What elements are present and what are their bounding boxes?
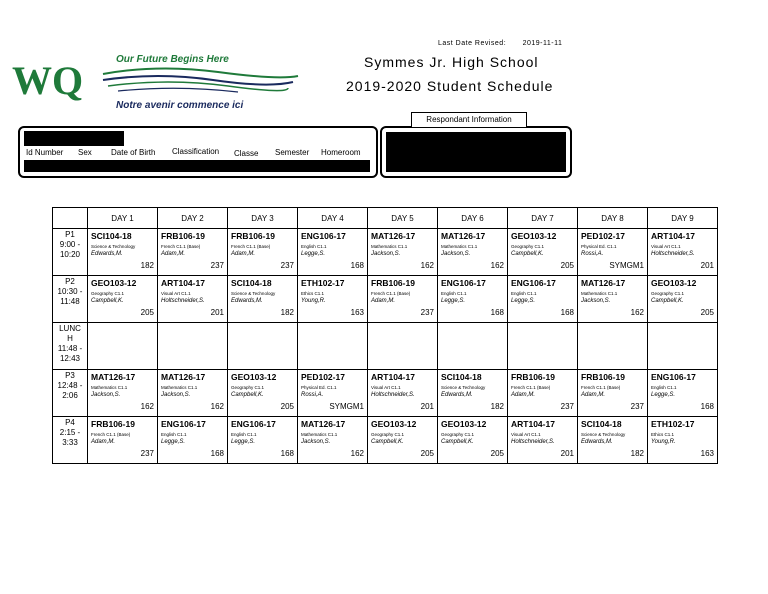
course-code: ART104-17	[371, 372, 415, 382]
day-header: DAY 4	[298, 208, 368, 229]
class-cell-content	[368, 323, 437, 368]
subject-name: French C1.1 (Base)	[511, 385, 551, 390]
period-row	[53, 229, 718, 276]
teacher-name: Legge,S.	[301, 251, 326, 257]
subject-name: Science & Technology	[231, 291, 276, 296]
class-cell-content	[298, 276, 367, 321]
teacher-name: Campbell,K.	[511, 251, 544, 257]
room-number: 168	[350, 261, 364, 270]
room-number: 205	[140, 308, 154, 317]
room-number: 205	[420, 449, 434, 458]
course-code: GEO103-12	[441, 419, 487, 429]
subject-name: Mathematics C1.1	[301, 432, 338, 437]
class-cell	[298, 229, 368, 276]
course-code: ETH102-17	[651, 419, 695, 429]
class-cell	[88, 323, 158, 370]
room-number: 168	[210, 449, 224, 458]
teacher-name: Adam,M.	[511, 392, 536, 398]
revised-date: 2019-11-11	[522, 40, 563, 47]
room-number: 162	[210, 402, 224, 411]
teacher-name: Edwards,M.	[91, 251, 123, 257]
course-code: MAT126-17	[441, 231, 486, 241]
period-line: P4	[65, 418, 75, 427]
period-line: P1	[65, 230, 75, 239]
subject-name: Science & Technology	[91, 244, 136, 249]
subject-name: Geography C1.1	[651, 291, 685, 296]
teacher-name: Jackson,S.	[91, 392, 121, 398]
class-cell-content	[228, 417, 297, 462]
class-cell	[578, 417, 648, 464]
teacher-name: Jackson,S.	[161, 392, 191, 398]
logo-slogan-en: Our Future Begins Here	[116, 54, 229, 65]
course-code: FRB106-19	[231, 231, 275, 241]
period-label	[53, 370, 88, 417]
period-line: P3	[65, 371, 75, 380]
teacher-name: Jackson,S.	[581, 298, 611, 304]
day-header: DAY 3	[228, 208, 298, 229]
room-number: 201	[560, 449, 574, 458]
day-header: DAY 1	[88, 208, 158, 229]
teacher-name: Jackson,S.	[371, 251, 401, 257]
course-code: ENG106-17	[231, 419, 276, 429]
teacher-name: Adam,M.	[161, 251, 186, 257]
class-cell-content	[508, 229, 577, 274]
room-number: 162	[420, 261, 434, 270]
day-header: DAY 5	[368, 208, 438, 229]
class-cell	[298, 276, 368, 323]
class-cell-content	[158, 323, 227, 368]
class-cell-content	[648, 276, 717, 321]
class-cell	[228, 417, 298, 464]
teacher-name: Legge,S.	[441, 298, 466, 304]
class-cell-content	[648, 323, 717, 368]
class-cell-content	[228, 276, 297, 321]
subject-name: French C1.1 (Base)	[91, 432, 131, 437]
class-cell	[298, 323, 368, 370]
room-number: 237	[280, 261, 294, 270]
subject-name: Geography C1.1	[441, 432, 475, 437]
label-homeroom: Homeroom	[321, 148, 361, 157]
room-number: 182	[630, 449, 644, 458]
teacher-name: Adam,M.	[581, 392, 606, 398]
subject-name: French C1.1 (Base)	[231, 244, 271, 249]
teacher-name: Campbell,K.	[371, 439, 404, 445]
room-number: 205	[700, 308, 714, 317]
period-row	[53, 276, 718, 323]
course-code: ENG106-17	[511, 278, 556, 288]
class-cell-content	[438, 229, 507, 274]
course-code: FRB106-19	[161, 231, 205, 241]
period-line: 2:15 -	[59, 428, 81, 437]
class-cell-content	[438, 323, 507, 368]
class-cell-content	[508, 417, 577, 462]
course-code: MAT126-17	[91, 372, 136, 382]
course-code: MAT126-17	[581, 278, 626, 288]
teacher-name: Legge,S.	[511, 298, 536, 304]
course-code: SCI104-18	[91, 231, 132, 241]
subject-name: English C1.1	[231, 432, 257, 437]
course-code: FRB106-19	[511, 372, 555, 382]
class-cell-content	[578, 229, 647, 274]
subject-name: Mathematics C1.1	[441, 244, 478, 249]
label-classe: Classe	[234, 149, 259, 158]
room-number: SYMGM1	[609, 261, 644, 270]
subject-name: Geography C1.1	[371, 432, 405, 437]
room-number: 237	[420, 308, 434, 317]
subject-name: French C1.1 (Base)	[371, 291, 411, 296]
class-cell-content	[228, 229, 297, 274]
teacher-name: Campbell,K.	[441, 439, 474, 445]
period-line: 9:00 -	[59, 240, 81, 249]
room-number: 205	[490, 449, 504, 458]
subject-name: Science & Technology	[581, 432, 626, 437]
class-cell	[578, 276, 648, 323]
class-cell	[508, 417, 578, 464]
label-sex: Sex	[78, 148, 92, 157]
course-code: SCI104-18	[581, 419, 622, 429]
class-cell	[508, 229, 578, 276]
subject-name: Science & Technology	[441, 385, 486, 390]
room-number: 201	[700, 261, 714, 270]
subject-name: French C1.1 (Base)	[581, 385, 621, 390]
course-code: FRB106-19	[581, 372, 625, 382]
room-number: 201	[210, 308, 224, 317]
class-cell	[88, 417, 158, 464]
teacher-name: Holtschneider,S.	[511, 439, 555, 445]
logo-slogan-fr: Notre avenir commence ici	[116, 100, 244, 111]
class-cell	[578, 323, 648, 370]
subject-name: Geography C1.1	[91, 291, 125, 296]
class-cell-content	[88, 370, 157, 415]
subject-name: Mathematics C1.1	[371, 244, 408, 249]
class-cell	[438, 276, 508, 323]
class-cell	[228, 323, 298, 370]
revised-label: Last Date Revised:	[438, 40, 507, 47]
redacted-values	[24, 160, 370, 172]
respondant-info-label: Respondant Information	[411, 112, 527, 128]
teacher-name: Legge,S.	[161, 439, 186, 445]
room-number: 162	[630, 308, 644, 317]
class-cell	[88, 370, 158, 417]
period-line: 12:43	[59, 354, 81, 363]
room-number: 162	[490, 261, 504, 270]
teacher-name: Edwards,M.	[581, 439, 613, 445]
class-cell-content	[228, 323, 297, 368]
class-cell-content	[508, 370, 577, 415]
day-header-row	[53, 208, 718, 229]
subject-name: English C1.1	[511, 291, 537, 296]
class-cell	[158, 276, 228, 323]
class-cell-content	[438, 417, 507, 462]
class-cell	[228, 370, 298, 417]
class-cell	[438, 370, 508, 417]
class-cell	[158, 229, 228, 276]
subject-name: French C1.1 (Base)	[161, 244, 201, 249]
course-code: GEO103-12	[371, 419, 417, 429]
period-row	[53, 417, 718, 464]
teacher-name: Legge,S.	[231, 439, 256, 445]
class-cell	[438, 417, 508, 464]
room-number: 237	[210, 261, 224, 270]
class-cell-content	[88, 229, 157, 274]
class-cell	[648, 370, 718, 417]
period-row	[53, 370, 718, 417]
course-code: FRB106-19	[91, 419, 135, 429]
subject-name: English C1.1	[301, 244, 327, 249]
class-cell-content	[158, 229, 227, 274]
room-number: 182	[490, 402, 504, 411]
room-number: 205	[560, 261, 574, 270]
label-classification: Classification	[172, 147, 220, 156]
course-code: MAT126-17	[301, 419, 346, 429]
class-cell	[438, 229, 508, 276]
period-label	[53, 417, 88, 464]
class-cell-content	[88, 323, 157, 368]
class-cell-content	[508, 323, 577, 368]
teacher-name: Adam,M.	[91, 439, 116, 445]
subject-name: Ethics C1.1	[301, 291, 325, 296]
room-number: 163	[700, 449, 714, 458]
class-cell	[508, 370, 578, 417]
class-cell	[298, 417, 368, 464]
subject-name: Visual Art C1.1	[651, 244, 681, 249]
room-number: 168	[700, 402, 714, 411]
teacher-name: Adam,M.	[231, 251, 256, 257]
class-cell	[228, 276, 298, 323]
school-board-logo	[8, 50, 308, 112]
last-revised	[438, 40, 562, 47]
course-code: ENG106-17	[651, 372, 696, 382]
subject-name: Mathematics C1.1	[161, 385, 198, 390]
class-cell-content	[368, 417, 437, 462]
class-cell-content	[578, 370, 647, 415]
class-cell	[648, 229, 718, 276]
course-code: ENG106-17	[441, 278, 486, 288]
logo-letters: WQ	[12, 58, 84, 103]
teacher-name: Edwards,M.	[231, 298, 263, 304]
class-cell-content	[158, 370, 227, 415]
period-line: 10:30 -	[57, 287, 83, 296]
class-cell-content	[228, 370, 297, 415]
day-header: DAY 6	[438, 208, 508, 229]
course-code: ART104-17	[161, 278, 205, 288]
period-line: H	[67, 334, 73, 343]
respondant-info-box	[380, 126, 572, 178]
room-number: 237	[630, 402, 644, 411]
room-number: 162	[140, 402, 154, 411]
course-code: SCI104-18	[441, 372, 482, 382]
class-cell-content	[578, 323, 647, 368]
class-cell	[368, 229, 438, 276]
subject-name: Visual Art C1.1	[371, 385, 401, 390]
teacher-name: Legge,S.	[651, 392, 676, 398]
period-line: 10:20	[59, 250, 81, 259]
class-cell-content	[158, 276, 227, 321]
teacher-name: Edwards,M.	[441, 392, 473, 398]
corner-cell	[53, 208, 88, 229]
period-label	[53, 323, 88, 370]
room-number: 182	[140, 261, 154, 270]
class-cell	[368, 417, 438, 464]
day-header: DAY 8	[578, 208, 648, 229]
teacher-name: Holtschneider,S.	[651, 251, 695, 257]
label-id-number: Id Number	[26, 148, 64, 157]
class-cell-content	[88, 276, 157, 321]
course-code: ART104-17	[651, 231, 695, 241]
redacted-respondant	[386, 132, 566, 172]
class-cell-content	[438, 276, 507, 321]
period-line: 2:06	[62, 391, 78, 400]
subject-name: Geography C1.1	[511, 244, 545, 249]
class-cell-content	[88, 417, 157, 462]
schedule-table	[52, 207, 718, 464]
class-cell-content	[298, 323, 367, 368]
period-line: P2	[65, 277, 75, 286]
course-code: GEO103-12	[651, 278, 697, 288]
redacted-name	[24, 131, 124, 146]
period-line: 11:48 -	[57, 344, 83, 353]
course-code: ART104-17	[511, 419, 555, 429]
teacher-name: Holtschneider,S.	[371, 392, 415, 398]
period-line: 3:33	[62, 438, 78, 447]
class-cell	[508, 323, 578, 370]
class-cell	[158, 323, 228, 370]
class-cell-content	[368, 229, 437, 274]
subject-name: English C1.1	[161, 432, 187, 437]
course-code: ENG106-17	[161, 419, 206, 429]
class-cell-content	[578, 276, 647, 321]
teacher-name: Young,R.	[301, 298, 326, 304]
day-header: DAY 7	[508, 208, 578, 229]
subject-name: Mathematics C1.1	[581, 291, 618, 296]
teacher-name: Jackson,S.	[301, 439, 331, 445]
period-label	[53, 229, 88, 276]
class-cell	[88, 276, 158, 323]
subject-name: Physical Ed. C1.1	[301, 385, 337, 390]
class-cell	[368, 323, 438, 370]
class-cell-content	[298, 370, 367, 415]
teacher-name: Campbell,K.	[91, 298, 124, 304]
label-semester: Semester	[275, 148, 310, 157]
class-cell-content	[298, 229, 367, 274]
class-cell	[298, 370, 368, 417]
teacher-name: Jackson,S.	[441, 251, 471, 257]
label-date-of-birth: Date of Birth	[111, 148, 156, 157]
course-code: GEO103-12	[231, 372, 277, 382]
class-cell	[158, 370, 228, 417]
subject-name: Ethics C1.1	[651, 432, 675, 437]
course-code: GEO103-12	[91, 278, 137, 288]
room-number: 201	[420, 402, 434, 411]
room-number: 163	[350, 308, 364, 317]
subject-name: Visual Art C1.1	[161, 291, 191, 296]
class-cell	[158, 417, 228, 464]
class-cell-content	[508, 276, 577, 321]
class-cell	[648, 417, 718, 464]
period-label	[53, 276, 88, 323]
day-header: DAY 2	[158, 208, 228, 229]
subject-name: Geography C1.1	[231, 385, 265, 390]
room-number: 237	[560, 402, 574, 411]
course-code: GEO103-12	[511, 231, 557, 241]
period-line: 11:48	[60, 297, 80, 306]
period-line: LUNC	[59, 324, 81, 333]
class-cell	[368, 370, 438, 417]
room-number: 182	[280, 308, 294, 317]
teacher-name: Young,R.	[651, 439, 676, 445]
teacher-name: Campbell,K.	[231, 392, 264, 398]
class-cell	[508, 276, 578, 323]
subject-name: Physical Ed. C1.1	[581, 244, 617, 249]
teacher-name: Rossi,A.	[581, 251, 604, 257]
period-line: 12:48 -	[57, 381, 83, 390]
class-cell	[648, 276, 718, 323]
teacher-name: Holtschneider,S.	[161, 298, 205, 304]
room-number: 205	[280, 402, 294, 411]
schedule-title: 2019-2020 Student Schedule	[346, 78, 554, 94]
period-row	[53, 323, 718, 370]
class-cell-content	[648, 370, 717, 415]
course-code: FRB106-19	[371, 278, 415, 288]
subject-name: Visual Art C1.1	[511, 432, 541, 437]
room-number: 162	[350, 449, 364, 458]
class-cell	[438, 323, 508, 370]
teacher-name: Rossi,A.	[301, 392, 324, 398]
class-cell	[88, 229, 158, 276]
class-cell	[368, 276, 438, 323]
class-cell	[228, 229, 298, 276]
class-cell-content	[158, 417, 227, 462]
class-cell-content	[368, 276, 437, 321]
room-number: SYMGM1	[329, 402, 364, 411]
room-number: 168	[560, 308, 574, 317]
subject-name: English C1.1	[441, 291, 467, 296]
room-number: 237	[140, 449, 154, 458]
class-cell-content	[648, 417, 717, 462]
room-number: 168	[280, 449, 294, 458]
class-cell	[648, 323, 718, 370]
course-code: MAT126-17	[161, 372, 206, 382]
class-cell	[578, 370, 648, 417]
course-code: ENG106-17	[301, 231, 346, 241]
course-code: PED102-17	[301, 372, 345, 382]
class-cell-content	[438, 370, 507, 415]
teacher-name: Adam,M.	[371, 298, 396, 304]
class-cell-content	[648, 229, 717, 274]
course-code: PED102-17	[581, 231, 625, 241]
school-name: Symmes Jr. High School	[364, 54, 539, 70]
class-cell-content	[298, 417, 367, 462]
class-cell-content	[368, 370, 437, 415]
course-code: SCI104-18	[231, 278, 272, 288]
class-cell-content	[578, 417, 647, 462]
course-code: MAT126-17	[371, 231, 416, 241]
subject-name: Mathematics C1.1	[91, 385, 128, 390]
course-code: ETH102-17	[301, 278, 345, 288]
teacher-name: Campbell,K.	[651, 298, 684, 304]
subject-name: English C1.1	[651, 385, 677, 390]
room-number: 168	[490, 308, 504, 317]
day-header: DAY 9	[648, 208, 718, 229]
class-cell	[578, 229, 648, 276]
